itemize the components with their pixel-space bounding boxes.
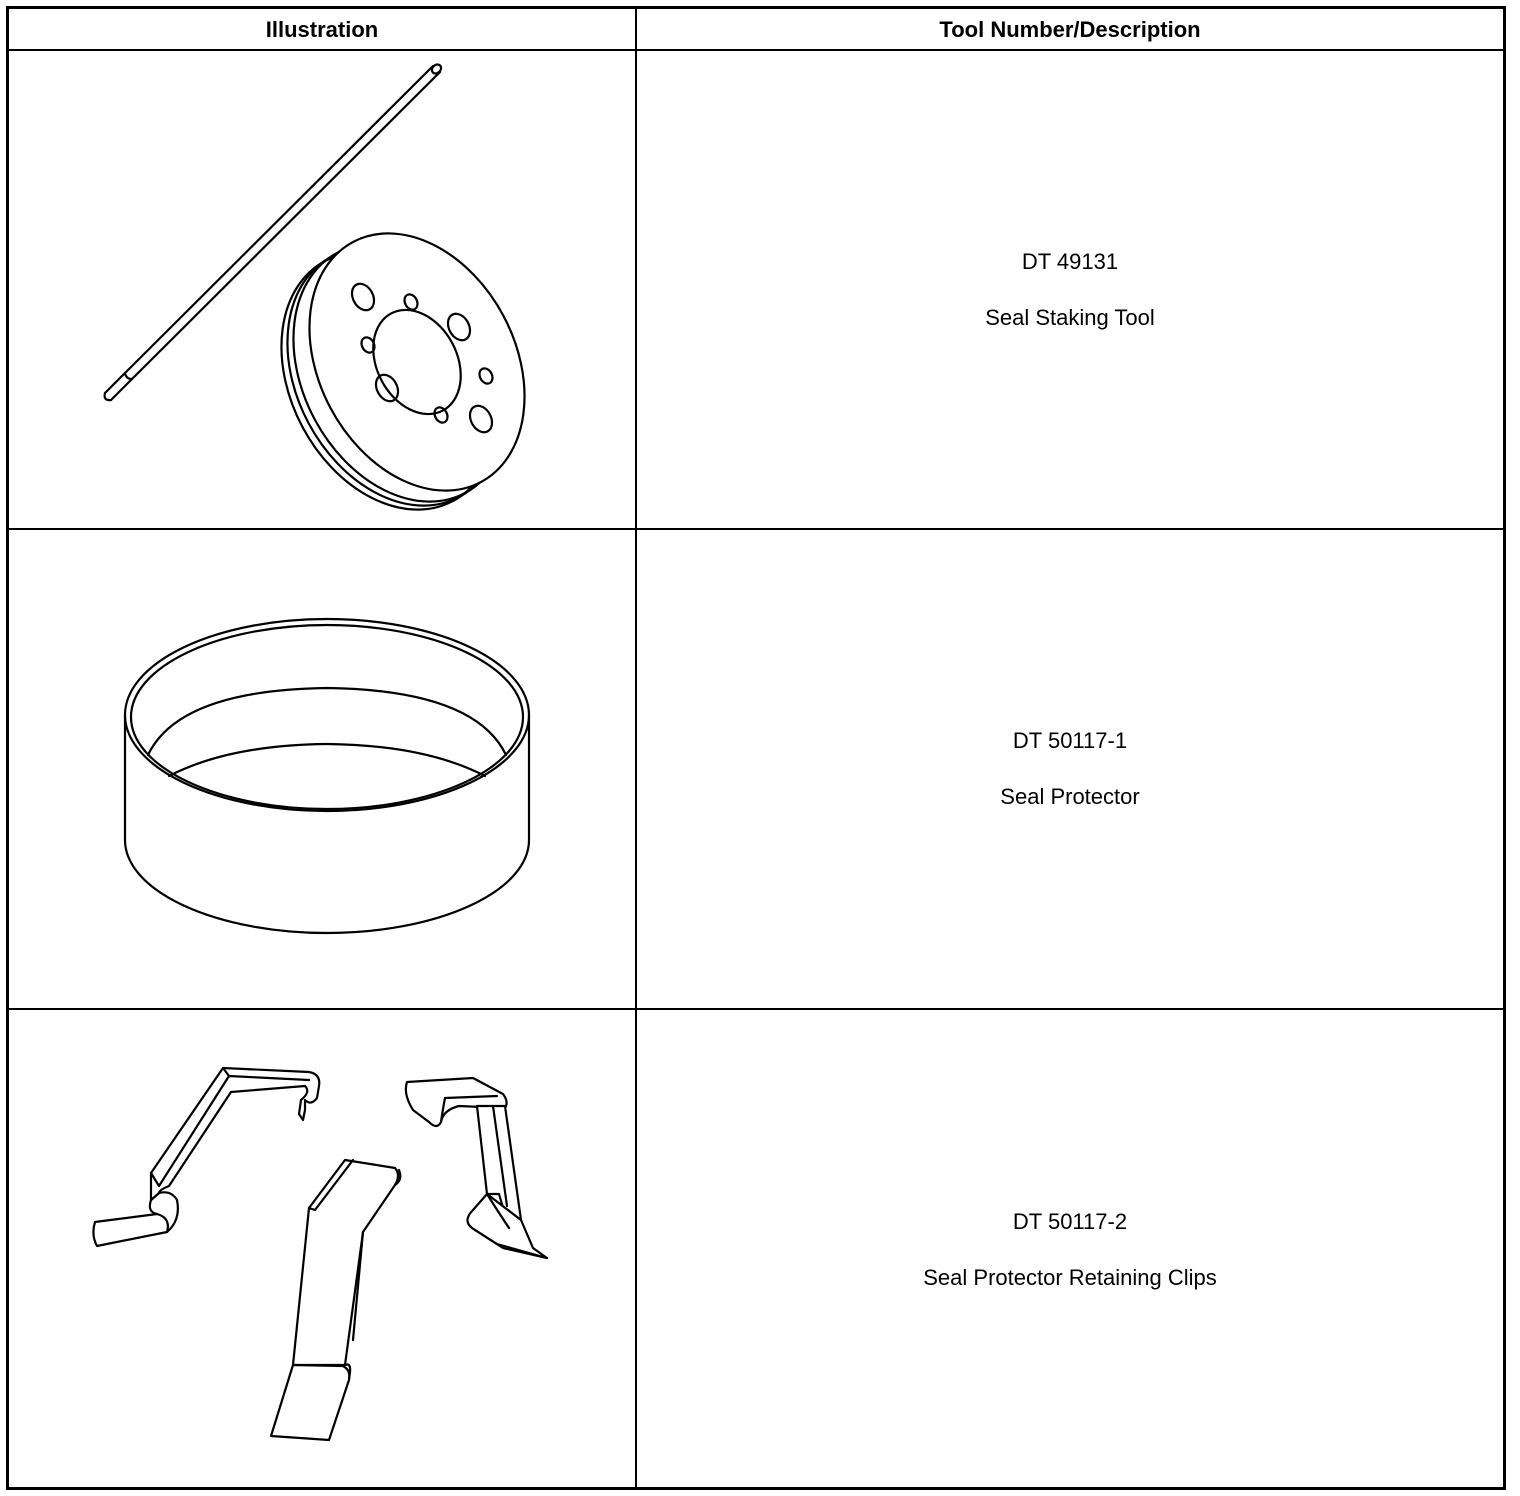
- table-row-illustration: [9, 51, 635, 528]
- tool-description: Seal Staking Tool: [985, 304, 1155, 330]
- seal-staking-tool-icon: [9, 51, 635, 528]
- header-illustration: Illustration: [265, 17, 379, 42]
- table-row: [637, 530, 1503, 1008]
- table-row: [637, 1010, 1503, 1490]
- seal-protector-icon: [9, 530, 635, 1008]
- retaining-clips-icon: [9, 1010, 635, 1490]
- tool-number: DT 50117-2: [1012, 1209, 1128, 1234]
- tool-table: [6, 6, 1506, 1490]
- tool-description: Seal Protector Retaining Clips: [923, 1265, 1217, 1290]
- table-row-illustration: [9, 530, 635, 1008]
- tool-number: DT 50117-1: [1012, 728, 1128, 753]
- tool-description: Seal Protector: [1000, 784, 1140, 809]
- table-row-illustration: [9, 1010, 635, 1490]
- table-row: [637, 51, 1503, 528]
- header-tool-number-description: Tool Number/Description: [939, 17, 1201, 42]
- tool-number: DT 49131: [1021, 248, 1119, 274]
